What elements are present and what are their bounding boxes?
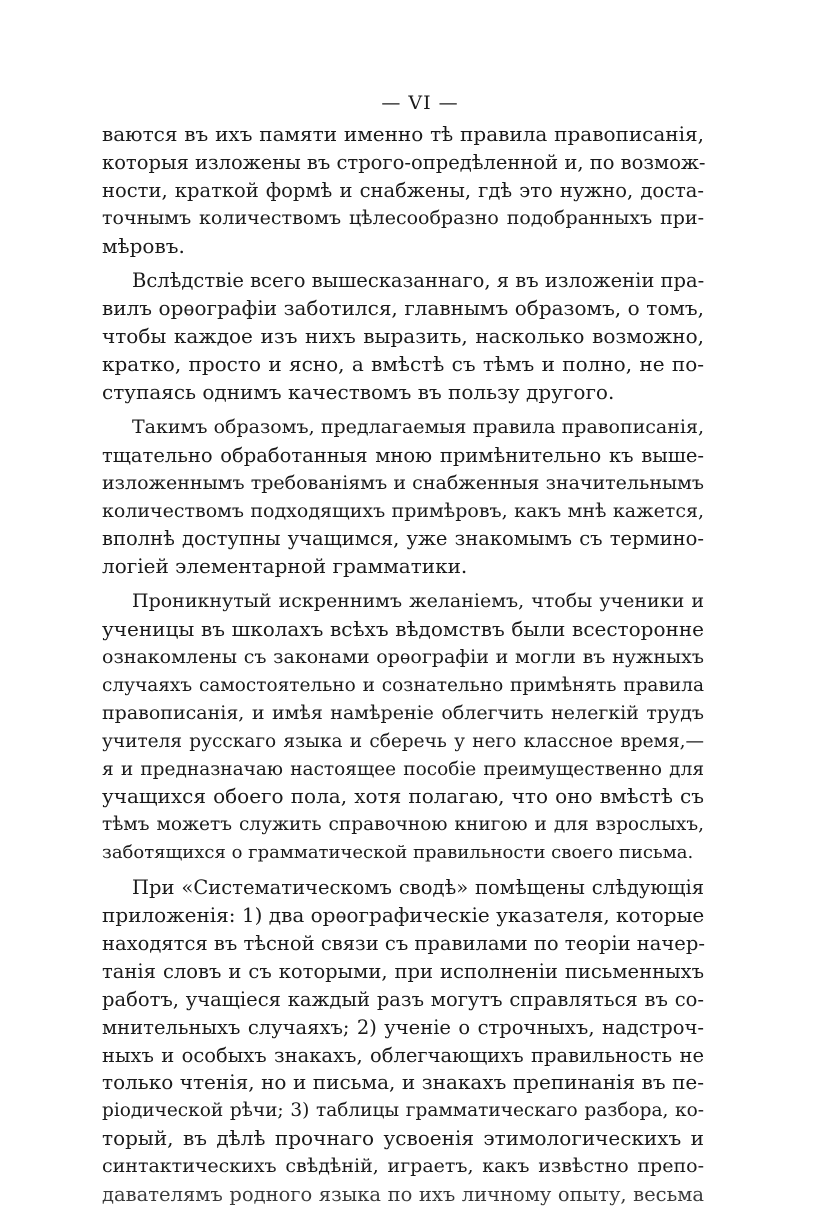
page-number: — VI —	[381, 92, 459, 114]
text-line: ности, краткой формѣ и снабжены, гдѣ это нужно, доста-	[102, 178, 704, 202]
text-line: кратко, просто и ясно, а вмѣстѣ съ тѣмъ и полно, не по-	[102, 352, 704, 377]
text-line: При «Систематическомъ сводѣ» помѣщены слѣдующія	[132, 876, 704, 900]
text-line: мнительныхъ случаяхъ; 2) ученіе о строчныхъ, надстроч-	[102, 1015, 704, 1039]
text-line: Такимъ образомъ, предлагаемыя правила правописанія,	[132, 415, 704, 438]
text-line: Проникнутый искреннимъ желаніемъ, чтобы ученики и	[132, 590, 704, 613]
text-line: мѣровъ.	[102, 233, 185, 258]
text-line: тщательно обработанныя мною примѣнительно къ выше-	[102, 443, 704, 467]
text-line: изложеннымъ требованіямъ и снабженныя значительнымъ	[102, 471, 704, 494]
text-line: ныхъ и особыхъ знакахъ, облегчающихъ правильность не	[102, 1043, 704, 1067]
text-line: которыя изложены въ строго-опредѣленной и, по возмож-	[102, 150, 706, 174]
body-text	[102, 121, 704, 1209]
text-line: только чтенія, но и письма, и знакахъ препинанія въ пе-	[102, 1070, 704, 1095]
text-line: находятся въ тѣсной связи съ правилами по теоріи начер-	[102, 931, 705, 955]
text-line: вполнѣ доступны учащимся, уже знакомымъ съ термино-	[102, 527, 704, 551]
text-line: торый, въ дѣлѣ прочнаго усвоенія этимологическихъ и	[102, 1126, 704, 1151]
text-line: случаяхъ самостоятельно и сознательно примѣнять правила	[102, 674, 704, 696]
text-line: заботящихся о грамматической правильности своего письма.	[102, 842, 694, 864]
text-line: учащихся обоего пола, хотя полагаю, что оно вмѣстѣ съ	[102, 784, 704, 809]
text-line: танія словъ и съ которыми, при исполненіи письменныхъ	[102, 959, 704, 983]
text-line: ступаясь однимъ качествомъ въ пользу другого.	[102, 380, 615, 405]
text-line: логіей элементарной грамматики.	[102, 554, 468, 579]
paragraph-2	[102, 267, 704, 406]
text-line: тѣмъ можетъ служить справочною книгою и для взрослыхъ,	[102, 814, 704, 836]
text-line: чтобы каждое изъ нихъ выразить, насколько возможно,	[102, 324, 704, 349]
text-line: количествомъ подходящихъ примѣровъ, какъ мнѣ кажется,	[102, 499, 704, 522]
text-line: ваются въ ихъ памяти именно тѣ правила правописанія,	[102, 122, 704, 146]
text-line: синтактическихъ свѣдѣній, играетъ, какъ извѣстно препо-	[102, 1155, 704, 1178]
paragraph-5	[102, 874, 704, 1209]
text-line: я и предназначаю настоящее пособіе преимущественно для	[102, 758, 704, 780]
text-line: учителя русскаго языка и сберечь у него классное время,—	[102, 730, 704, 752]
text-line: Вслѣдствіе всего вышесказаннаго, я въ изложеніи пра-	[132, 269, 705, 293]
paragraph-1	[102, 121, 704, 260]
text-line: ученицы въ школахъ всѣхъ вѣдомствъ были всесторонне	[102, 617, 704, 642]
text-line: приложенія: 1) два орѳографическіе указателя, которые	[102, 903, 705, 928]
paragraph-3	[102, 414, 704, 581]
paragraph-4	[102, 588, 704, 867]
text-line: вилъ орѳографіи заботился, главнымъ образомъ, о томъ,	[102, 296, 704, 321]
text-line: давателямъ родного языка по ихъ личному опыту, весьма	[102, 1182, 704, 1206]
text-line: работъ, учащіеся каждый разъ могутъ справляться въ со-	[102, 987, 704, 1011]
text-line: ознакомлены съ законами орѳографіи и могли въ нужныхъ	[102, 646, 704, 669]
text-line: правописанія, и имѣя намѣреніе облегчить нелегкій трудъ	[102, 701, 704, 724]
text-line: точнымъ количествомъ цѣлесообразно подобранныхъ при-	[102, 206, 704, 229]
text-line: ріодической рѣчи; 3) таблицы грамматическаго разбора, ко-	[102, 1100, 704, 1122]
